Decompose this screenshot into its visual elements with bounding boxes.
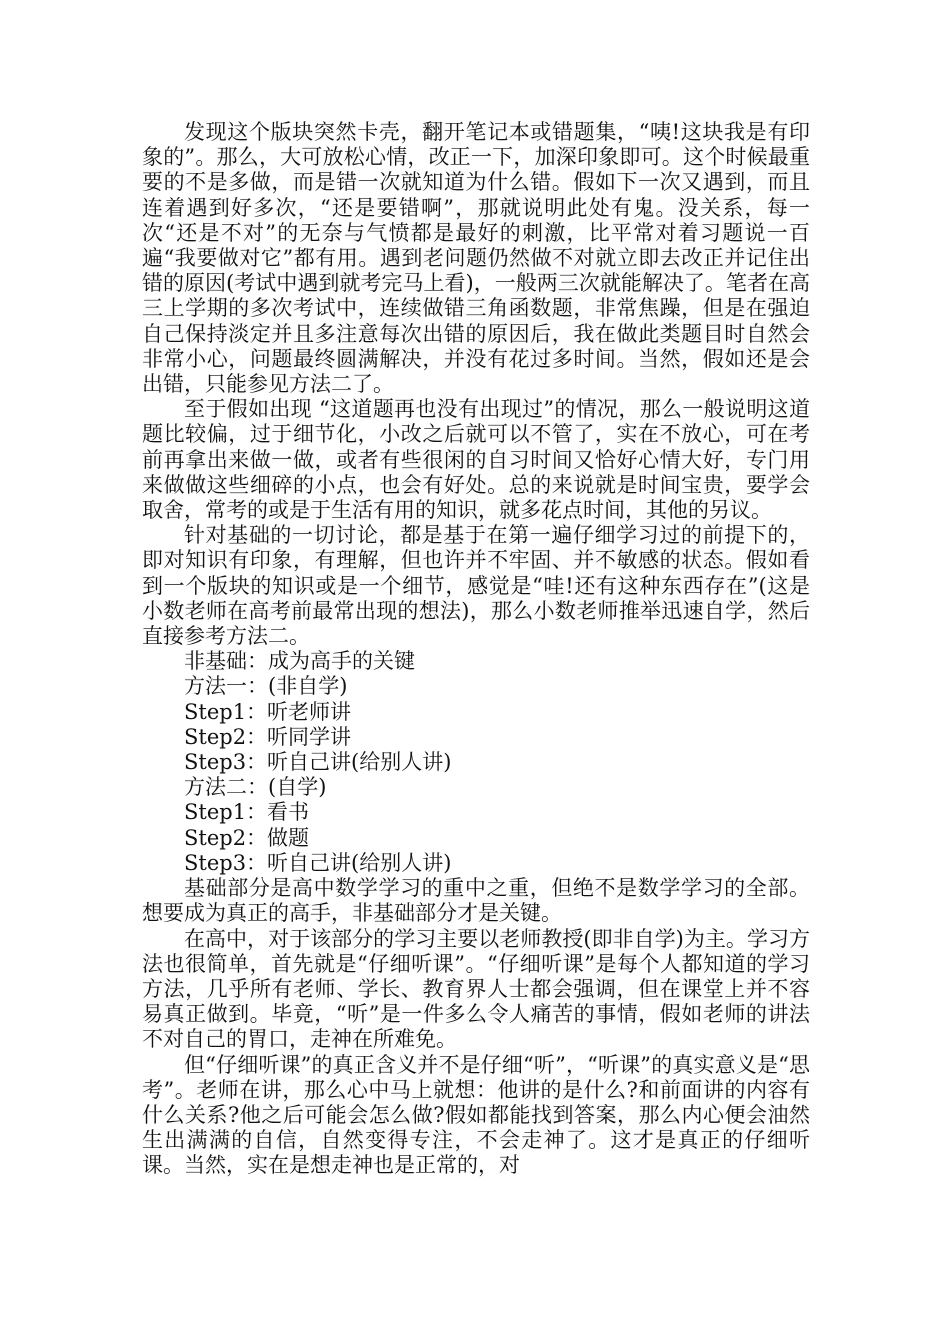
- paragraph-meaning-of-listening: 但“仔细听课”的真正含义并不是仔细“听”，“听课”的真实意义是“思考”。老师在讲，那么心中马上就想：他讲的是什么?和前面讲的内容有什么关系?他之后可能会怎么做?假如都能找到答案，那么内心便会油然生出满满的自信，自然变得专注，不会走神了。这才是真正的仔细听课。当然，实在是想走神也是正常的，对: [142, 1052, 810, 1178]
- method-one-heading: 方法一：(非自学): [184, 674, 348, 699]
- paragraph-rare-questions: 至于假如出现 “这道题再也没有出现过”的情况，那么一般说明这道题比较偏，过于细节化，小改之后就可以不管了，实在不放心，可在考前再拿出来做一做，或者有些很闲的自习时间又恰好心情大好，专门用来做做这些细碎的小点，也会有好处。总的来说就是时间宝贵，要学会取舍，常考的或是于生活有用的知识，就多花点时间，其他的另议。: [142, 397, 810, 523]
- list-item: Step3：听自己讲(给别人讲): [184, 850, 452, 875]
- list-item: Step3：听自己讲(给别人讲): [184, 750, 452, 775]
- paragraph-error-review: 发现这个版块突然卡壳，翻开笔记本或错题集，“咦!这块我是有印象的”。那么，大可放松心情，改正一下，加深印象即可。这个时候最重要的不是多做，而是错一次就知道为什么错。假如下一次又遇到，而且连着遇到好多次，“还是要错啊”，那就说明此处有鬼。没关系，每一次“还是不对”的无奈与气愤都是最好的刺激，比平常对着习题说一百遍“我要做对它”都有用。遇到老问题仍然做不对就立即去改正并记住出错的原因(考试中遇到就考完马上看)，一般两三次就能解决了。笔者在高三上学期的多次考试中，连续做错三角函数题，非常焦躁，但是在强迫自己保持淡定并且多注意每次出错的原因后，我在做此类题目时自然会非常小心，问题最终圆满解决，并没有花过多时间。当然，假如还是会出错，只能参见方法二了。: [142, 120, 810, 397]
- list-item: Step1：听老师讲: [184, 699, 352, 724]
- list-item: Step2：听同学讲: [184, 724, 352, 749]
- method-list: [142, 649, 810, 876]
- method-two-heading: 方法二：(自学): [184, 775, 327, 800]
- paragraph-basics-discussion: 针对基础的一切讨论，都是基于在第一遍仔细学习过的前提下的，即对知识有印象，有理解，但也许并不牢固、并不敏感的状态。假如看到一个版块的知识或是一个细节，感觉是“哇!还有这种东西存在”(这是小数老师在高考前最常出现的想法)，那么小数老师推举迅速自学，然后直接参考方法二。: [142, 523, 810, 649]
- document-page: [142, 120, 810, 1179]
- paragraph-listening-in-class: 在高中，对于该部分的学习主要以老师教授(即非自学)为主。学习方法也很简单，首先就是“仔细听课”。“仔细听课”是每个人都知道的学习方法，几乎所有老师、学长、教育界人士都会强调，但在课堂上并不容易真正做到。毕竟，“听”是一件多么令人痛苦的事情，假如老师的讲法不对自己的胃口，走神在所难免。: [142, 926, 810, 1052]
- paragraph-non-basics-importance: 基础部分是高中数学学习的重中之重，但绝不是数学学习的全部。想要成为真正的高手，非基础部分才是关键。: [142, 876, 810, 926]
- section-heading-non-basics: 非基础：成为高手的关键: [184, 649, 415, 674]
- list-item: Step1：看书: [184, 800, 310, 825]
- list-item: Step2：做题: [184, 825, 310, 850]
